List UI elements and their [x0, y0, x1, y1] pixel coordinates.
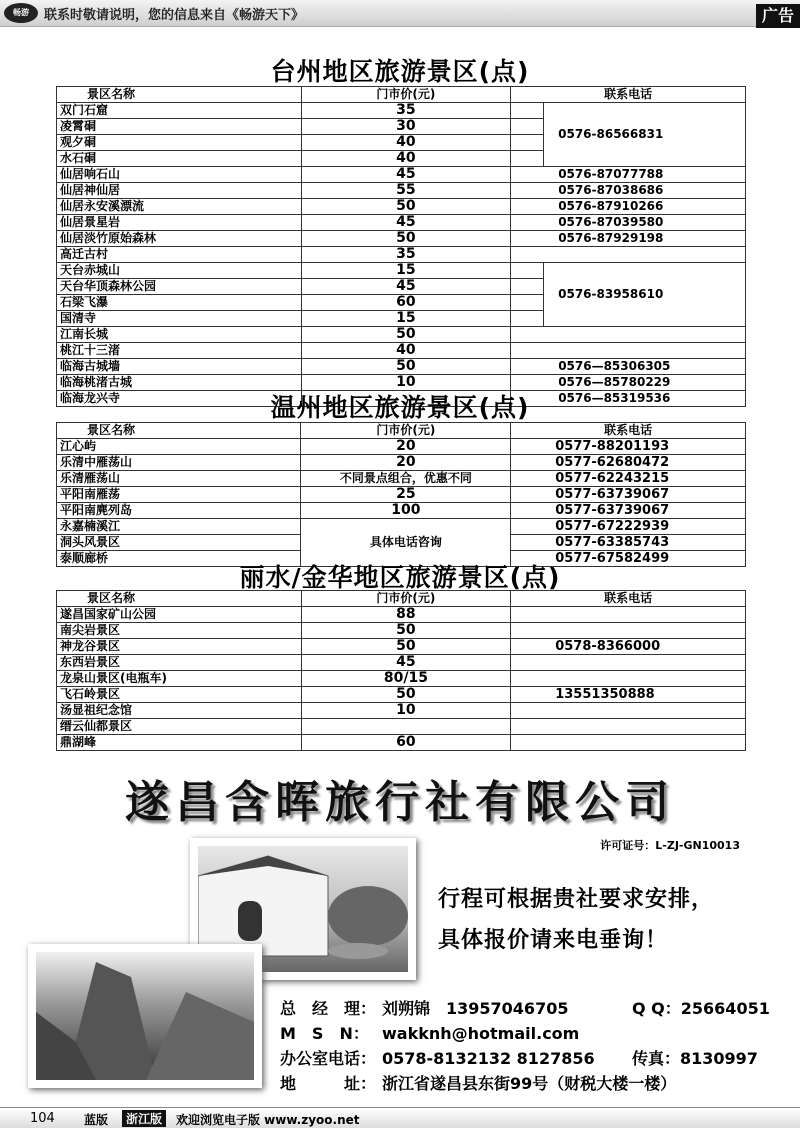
table-cell: 临海龙兴寺	[57, 391, 302, 407]
contact-manager: 总 经 理： 刘朔锦 13957046705 Q Q：25664051	[280, 999, 770, 1018]
contact-msn: M S N： wakknh@hotmail.com	[280, 1024, 580, 1043]
table-row	[57, 103, 746, 119]
table-cell: 乐清雁荡山	[57, 471, 301, 487]
table-cell: 40	[301, 151, 511, 167]
table-cell	[511, 135, 544, 151]
table-cell	[511, 655, 746, 671]
table-cell: 泰顺廊桥	[57, 551, 301, 567]
table-cell: 0577-63739067	[511, 503, 746, 519]
table-cell: 0576—85780229	[511, 375, 746, 391]
section-title-taizhou: 台州地区旅游景区(点)	[270, 57, 530, 86]
table-cell: 0576-87038686	[511, 183, 746, 199]
table-cell: 50	[301, 199, 511, 215]
table-cell: 0577-62243215	[511, 471, 746, 487]
table-cell: 景区名称	[57, 591, 302, 607]
table-cell: 35	[301, 247, 511, 263]
page-number: 104	[30, 1111, 55, 1126]
table-cell: 联系电话	[511, 423, 746, 439]
table-cell: 0576-87077788	[511, 167, 746, 183]
table-cell: 0576-83958610	[544, 263, 746, 327]
table-cell: 0577-88201193	[511, 439, 746, 455]
table-row	[57, 359, 746, 375]
table-cell: 30	[301, 119, 511, 135]
table-row	[57, 471, 746, 487]
table-cell: 平阳南雁荡	[57, 487, 301, 503]
table-header-row	[57, 87, 746, 103]
table-cell	[511, 295, 544, 311]
table-cell	[511, 735, 746, 751]
table-cell: 仙居响石山	[57, 167, 302, 183]
table-row	[57, 719, 746, 735]
section-title-lishui: 丽水/金华地区旅游景区(点)	[239, 563, 561, 592]
table-cell: 汤显祖纪念馆	[57, 703, 302, 719]
table-cell: 80/15	[301, 671, 511, 687]
table-cell: 35	[301, 103, 511, 119]
table-cell: 40	[301, 343, 511, 359]
table-cell: 10	[301, 703, 511, 719]
table-cell	[511, 343, 746, 359]
table-row	[57, 199, 746, 215]
table-cell: 高迁古村	[57, 247, 302, 263]
table-cell: 0576—85319536	[511, 391, 746, 407]
table-cell: 门市价(元)	[301, 423, 511, 439]
table-cell: 乐清中雁荡山	[57, 455, 301, 471]
table-cell: 临海桃渚古城	[57, 375, 302, 391]
table-cell: 联系电话	[511, 591, 746, 607]
table-cell: 0576-87929198	[511, 231, 746, 247]
table-row	[57, 735, 746, 751]
table-cell: 永嘉楠溪江	[57, 519, 301, 535]
table-cell: 50	[301, 623, 511, 639]
table-row	[57, 263, 746, 279]
company-name: 遂昌含晖旅行社有限公司	[125, 777, 675, 828]
table-header-row	[57, 423, 746, 439]
magazine-logo: 畅游	[4, 3, 38, 23]
table-cell: 55	[301, 183, 511, 199]
table-cell: 具体电话咨询	[301, 519, 511, 567]
table-cell: 0578-8366000	[511, 639, 746, 655]
table-cell: 0577-63385743	[511, 535, 746, 551]
table-row	[57, 503, 746, 519]
table-cell: 40	[301, 135, 511, 151]
table-row	[57, 215, 746, 231]
table-cell: 平阳南麂列岛	[57, 503, 301, 519]
table-cell: 景区名称	[57, 87, 302, 103]
table-cell: 50	[301, 639, 511, 655]
table-row	[57, 183, 746, 199]
table-cell	[511, 119, 544, 135]
table-cell	[511, 703, 746, 719]
table-cell: 50	[301, 359, 511, 375]
table-row	[57, 519, 746, 535]
table-cell: 50	[301, 687, 511, 703]
edition-label: 蓝版	[84, 1113, 109, 1127]
table-header-row	[57, 591, 746, 607]
table-cell: 江南长城	[57, 327, 302, 343]
table-row	[57, 247, 746, 263]
table-row	[57, 455, 746, 471]
table-cell: 国清寺	[57, 311, 302, 327]
table-cell: 桃江十三渚	[57, 343, 302, 359]
table-cell: 25	[301, 487, 511, 503]
table-cell	[511, 151, 544, 167]
table-cell: 0577-62680472	[511, 455, 746, 471]
table-cell	[511, 671, 746, 687]
table-cell: 东西岩景区	[57, 655, 302, 671]
table-cell	[511, 623, 746, 639]
table-cell: 0577-67222939	[511, 519, 746, 535]
table-cell: 20	[301, 439, 511, 455]
table-cell: 60	[301, 735, 511, 751]
table-cell: 15	[301, 263, 511, 279]
table-cell: 联系电话	[511, 87, 746, 103]
table-cell: 0576—85306305	[511, 359, 746, 375]
table-cell: 门市价(元)	[301, 87, 511, 103]
table-cell: 100	[301, 503, 511, 519]
table-cell: 水石硐	[57, 151, 302, 167]
footer-website[interactable]: 欢迎浏览电子版 www.zyoo.net	[176, 1113, 360, 1127]
table-cell: 龙泉山景区(电瓶车)	[57, 671, 302, 687]
table-cell: 0576-87039580	[511, 215, 746, 231]
mountain-photo	[28, 944, 262, 1088]
table-row	[57, 167, 746, 183]
table-cell: 45	[301, 215, 511, 231]
table-cell: 遂昌国家矿山公园	[57, 607, 302, 623]
table-cell: 0576-86566831	[544, 103, 746, 167]
table-cell	[511, 607, 746, 623]
table-cell: 天台赤城山	[57, 263, 302, 279]
table-cell: 洞头风景区	[57, 535, 301, 551]
table-cell: 仙居永安溪漂流	[57, 199, 302, 215]
table-cell: 0577-67582499	[511, 551, 746, 567]
table-cell: 景区名称	[57, 423, 301, 439]
source-notice: 联系时敬请说明，您的信息来自《畅游天下》	[44, 8, 305, 23]
table-cell: 仙居神仙居	[57, 183, 302, 199]
table-cell: 45	[301, 167, 511, 183]
table-row	[57, 655, 746, 671]
table-row	[57, 607, 746, 623]
table-row	[57, 671, 746, 687]
contact-address: 地 址： 浙江省遂昌县东街99号（财税大楼一楼）	[280, 1074, 677, 1093]
table-cell: 门市价(元)	[301, 591, 511, 607]
table-row	[57, 703, 746, 719]
table-lishui	[56, 590, 746, 751]
table-cell: 60	[301, 295, 511, 311]
table-cell: 50	[301, 231, 511, 247]
table-cell: 双门石窟	[57, 103, 302, 119]
table-cell	[301, 719, 511, 735]
table-cell: 天台华顶森林公园	[57, 279, 302, 295]
table-taizhou	[56, 86, 746, 407]
table-cell: 50	[301, 327, 511, 343]
table-row	[57, 487, 746, 503]
table-cell: 0577-63739067	[511, 487, 746, 503]
table-cell	[511, 719, 746, 735]
ad-tag: 广告	[756, 4, 800, 28]
table-cell: 0576-87910266	[511, 199, 746, 215]
table-cell: 13551350888	[511, 687, 746, 703]
table-cell: 南尖岩景区	[57, 623, 302, 639]
table-cell: 仙居淡竹原始森林	[57, 231, 302, 247]
table-cell: 缙云仙都景区	[57, 719, 302, 735]
table-cell	[511, 247, 746, 263]
table-cell: 45	[301, 655, 511, 671]
table-cell: 88	[301, 607, 511, 623]
table-cell: 鼎湖峰	[57, 735, 302, 751]
edition-badge: 浙江版	[122, 1110, 166, 1127]
table-row	[57, 343, 746, 359]
table-row	[57, 439, 746, 455]
slogan-line-2: 具体报价请来电垂询！	[438, 928, 669, 953]
table-cell: 石梁飞瀑	[57, 295, 302, 311]
table-cell: 观夕硐	[57, 135, 302, 151]
table-cell: 凌霄硐	[57, 119, 302, 135]
table-cell: 不同景点组合，优惠不同	[301, 471, 511, 487]
top-banner	[0, 0, 800, 27]
table-cell: 20	[301, 455, 511, 471]
table-cell	[511, 103, 544, 119]
table-cell	[511, 311, 544, 327]
table-row	[57, 231, 746, 247]
table-cell	[511, 279, 544, 295]
table-row	[57, 327, 746, 343]
table-row	[57, 687, 746, 703]
table-cell: 飞石岭景区	[57, 687, 302, 703]
license-number: 许可证号：L-ZJ-GN10013	[600, 839, 740, 852]
table-row	[57, 623, 746, 639]
footer-bar	[0, 1107, 800, 1128]
table-cell: 临海古城墙	[57, 359, 302, 375]
table-cell: 神龙谷景区	[57, 639, 302, 655]
table-cell: 仙居景星岩	[57, 215, 302, 231]
table-cell: 45	[301, 279, 511, 295]
table-wenzhou	[56, 422, 746, 567]
table-cell	[511, 327, 746, 343]
table-cell: 江心屿	[57, 439, 301, 455]
slogan-line-1: 行程可根据贵社要求安排，	[438, 887, 715, 912]
table-cell: 10	[301, 375, 511, 391]
table-cell: 15	[301, 311, 511, 327]
contact-office-phone: 办公室电话： 0578-8132132 8127856 传真：8130997	[280, 1049, 758, 1068]
table-cell	[511, 263, 544, 279]
table-row	[57, 639, 746, 655]
section-title-wenzhou: 温州地区旅游景区(点)	[270, 393, 530, 422]
